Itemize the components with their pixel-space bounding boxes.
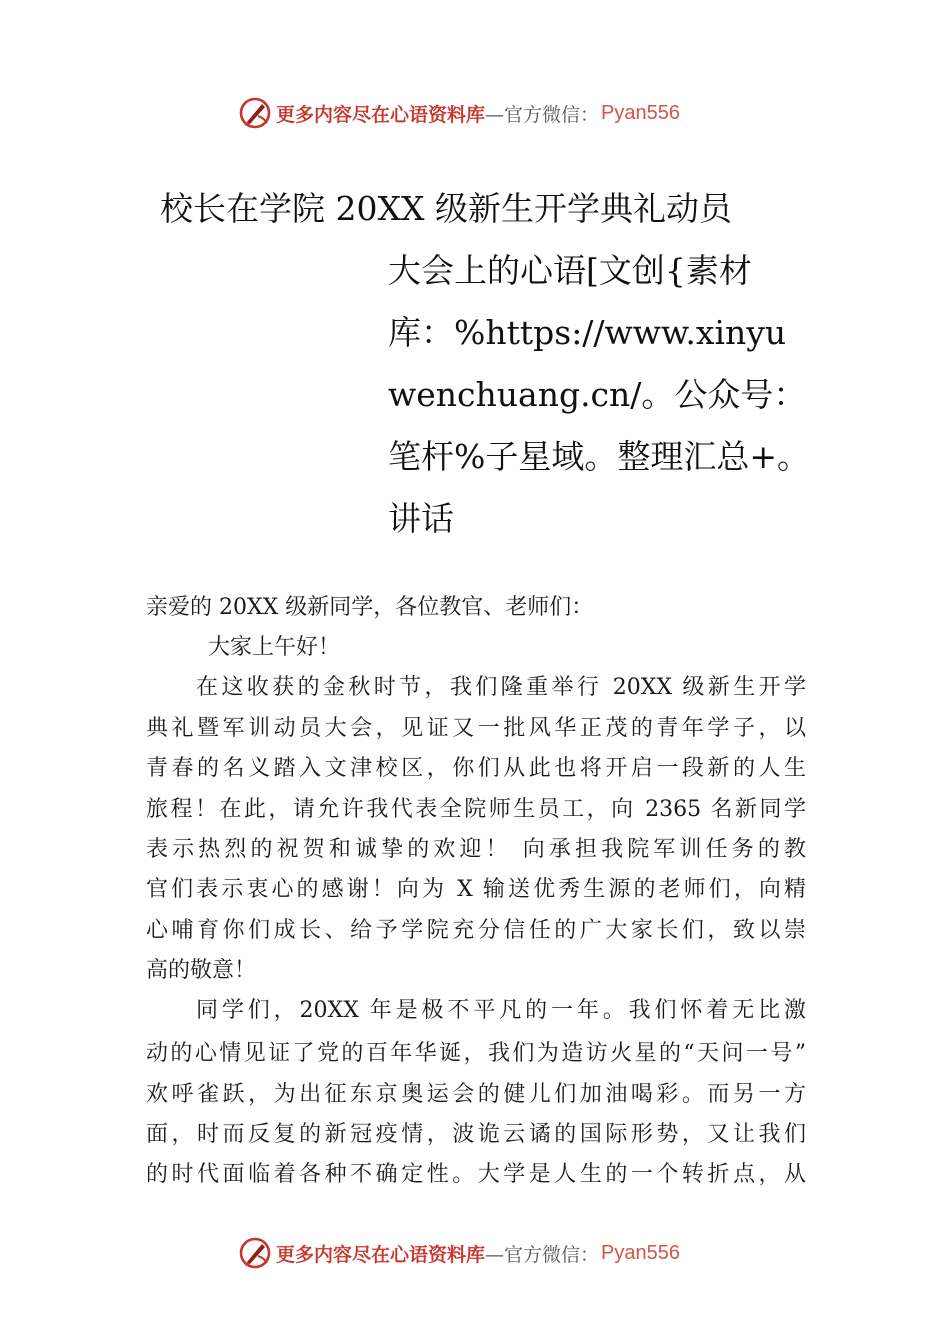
paragraph-line: 表示热烈的祝贺和诚挚的欢迎！ 向承担我院军训任务的教: [146, 837, 806, 862]
footer-banner: [238, 1236, 680, 1270]
paragraph-line: 官们表示衷心的感谢！向为 X 输送优秀生源的老师们，向精: [146, 877, 806, 902]
paragraph-line: 面，时而反复的新冠疫情，波诡云谲的国际形势，又让我们: [146, 1122, 806, 1147]
paragraph-line: 典礼暨军训动员大会，见证又一批风华正茂的青年学子，以: [146, 716, 806, 741]
banner-wechat-id: Pyan556: [601, 1241, 680, 1264]
pen-logo-icon: [238, 1236, 272, 1270]
title-line-4: wenchuang.cn/。公众号：: [388, 375, 807, 414]
greeting: 大家上午好！: [208, 635, 341, 660]
paragraph-line: 高的敬意！: [146, 958, 257, 983]
pen-logo-icon: [238, 96, 272, 130]
title-line-6: 讲话: [388, 499, 454, 538]
banner-separator-text: —官方微信：: [485, 103, 600, 126]
paragraph-line: 青春的名义踏入文津校区，你们从此也将开启一段新的人生: [146, 756, 806, 781]
banner-separator-text: —官方微信：: [485, 1243, 600, 1266]
title-line-5: 笔杆%子星域。整理汇总+。: [388, 437, 811, 476]
paragraph-line: 欢呼雀跃，为出征东京奥运会的健儿们加油喝彩。而另一方: [146, 1082, 806, 1107]
banner-main-text: 更多内容尽在心语资料库: [276, 103, 486, 126]
salutation: 亲爱的 20XX 级新同学，各位教官、老师们：: [146, 595, 594, 620]
paragraph-line: 心哺育你们成长、给予学院充分信任的广大家长们，致以崇: [146, 918, 806, 943]
paragraph-line: 旅程！在此，请允许我代表全院师生员工，向 2365 名新同学: [146, 797, 806, 822]
title-line-2: 大会上的心语[文创{素材: [388, 251, 752, 290]
paragraph-line: 同学们，20XX 年是极不平凡的一年。我们怀着无比激: [196, 998, 806, 1023]
header-banner: [238, 96, 680, 130]
title-line-3: 库：%https://www.xinyu: [388, 313, 787, 352]
banner-wechat-id: Pyan556: [601, 101, 680, 124]
paragraph-line: 在这收获的金秋时节，我们隆重举行 20XX 级新生开学: [196, 675, 806, 700]
banner-main-text: 更多内容尽在心语资料库: [276, 1243, 486, 1266]
title-line-1: 校长在学院 20XX 级新生开学典礼动员: [160, 189, 732, 228]
paragraph-line: 动的心情见证了党的百年华诞，我们为造访火星的“天问一号”: [146, 1041, 806, 1066]
paragraph-line: 的时代面临着各种不确定性。大学是人生的一个转折点，从: [146, 1162, 806, 1187]
